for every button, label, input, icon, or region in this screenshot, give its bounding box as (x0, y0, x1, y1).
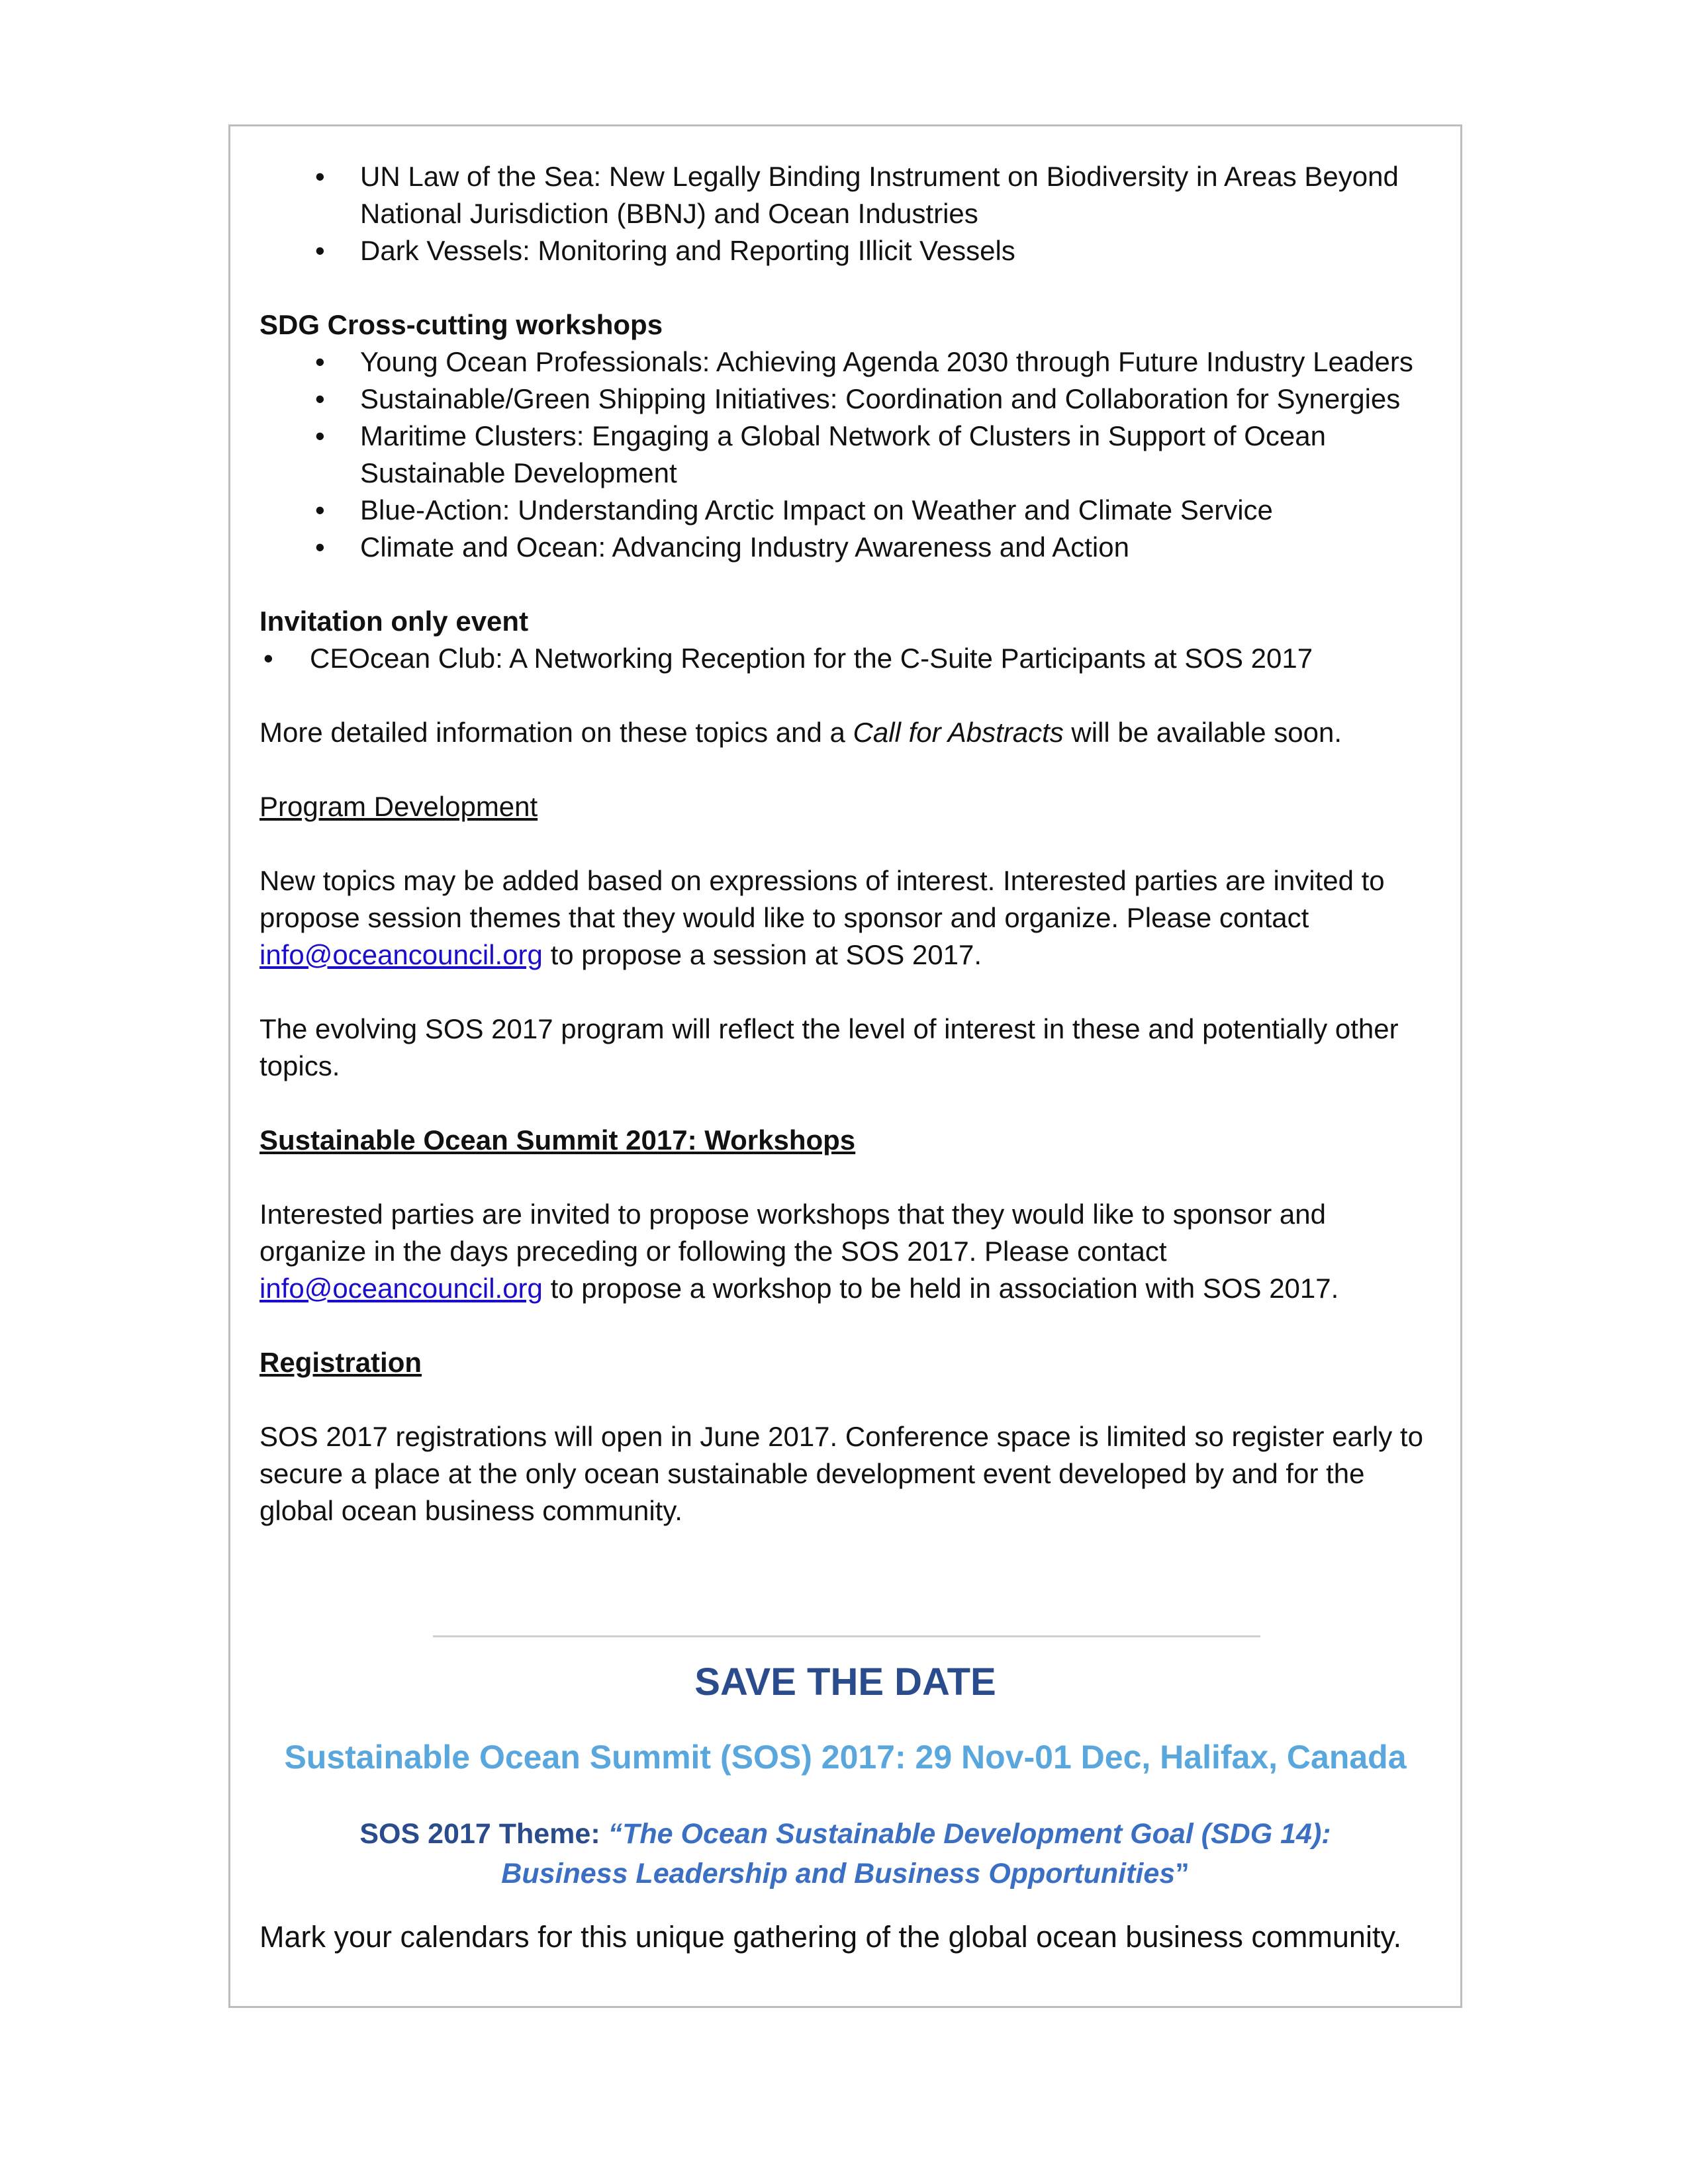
mark-calendar-text: Mark your calendars for this unique gathering of the global ocean business community. (259, 1920, 1402, 1954)
email-link[interactable]: info@oceancouncil.org (259, 939, 543, 970)
list-item: • Maritime Clusters: Engaging a Global Network of Clusters in Support of Ocean Sustainable Development (259, 418, 1438, 492)
program-development-heading: Program Development (259, 791, 538, 822)
section-divider (433, 1635, 1260, 1637)
workshops-heading: Sustainable Ocean Summit 2017: Workshops (259, 1124, 856, 1156)
bullet-icon: • (315, 161, 325, 192)
invitation-list (259, 640, 1438, 677)
topic-list (259, 158, 1438, 269)
summit-dates: Sustainable Ocean Summit (SOS) 2017: 29 Nov-01 Dec, Halifax, Canada (284, 1739, 1407, 1776)
bullet-icon: • (315, 235, 325, 266)
bullet-icon: • (263, 643, 273, 674)
bullet-icon: • (315, 383, 325, 414)
workshops-text: Interested parties are invited to propose workshops that they would like to sponsor and organize in the days preceding or following the SOS 2017. Please contact info@oceancouncil.org to propose a workshop to be held in association with SOS 2017. (259, 1199, 1339, 1304)
program-evolving-text: The evolving SOS 2017 program will reflect the level of interest in these and potentially other topics. (259, 1013, 1399, 1081)
list-item: • Blue-Action: Understanding Arctic Impact on Weather and Climate Service (259, 492, 1438, 529)
bullet-icon: • (315, 420, 325, 451)
newsletter-body (259, 158, 1438, 1529)
list-item: • UN Law of the Sea: New Legally Binding Instrument on Biodiversity in Areas Beyond National Jurisdiction (BBNJ) and Ocean Industries (259, 158, 1438, 232)
email-link[interactable]: info@oceancouncil.org (259, 1273, 543, 1304)
program-development-text: New topics may be added based on expressions of interest. Interested parties are invited to propose session themes that they would like to sponsor and organize. Please contact info@oceancouncil.org to propose a session at SOS 2017. (259, 865, 1385, 970)
list-item: • Dark Vessels: Monitoring and Reporting Illicit Vessels (259, 232, 1438, 269)
bullet-icon: • (315, 531, 325, 563)
list-item: • Sustainable/Green Shipping Initiatives: Coordination and Collaboration for Synergies (259, 381, 1438, 418)
sdg-workshop-list (259, 343, 1438, 566)
save-the-date-title: SAVE THE DATE (694, 1661, 996, 1704)
registration-heading: Registration (259, 1347, 422, 1378)
bullet-icon: • (315, 346, 325, 377)
call-for-abstracts: Call for Abstracts (853, 717, 1064, 748)
bullet-icon: • (315, 494, 325, 525)
sdg-heading: SDG Cross-cutting workshops (259, 309, 663, 340)
summit-theme: SOS 2017 Theme: “The Ocean Sustainable Development Goal (SDG 14): Business Leadership and Business Opportunities” (359, 1818, 1331, 1889)
list-item: • Young Ocean Professionals: Achieving Agenda 2030 through Future Industry Leaders (259, 343, 1438, 381)
more-info-text: More detailed information on these topics and a Call for Abstracts will be available soon. (259, 717, 1342, 748)
invitation-heading: Invitation only event (259, 606, 529, 637)
list-item: • Climate and Ocean: Advancing Industry Awareness and Action (259, 529, 1438, 566)
list-item: • CEOcean Club: A Networking Reception for the C-Suite Participants at SOS 2017 (259, 640, 1438, 677)
newsletter-frame (228, 124, 1462, 2008)
registration-text: SOS 2017 registrations will open in June 2017. Conference space is limited so register early to secure a place at the only ocean sustainable development event developed by and for the global ocean business community. (259, 1421, 1423, 1526)
